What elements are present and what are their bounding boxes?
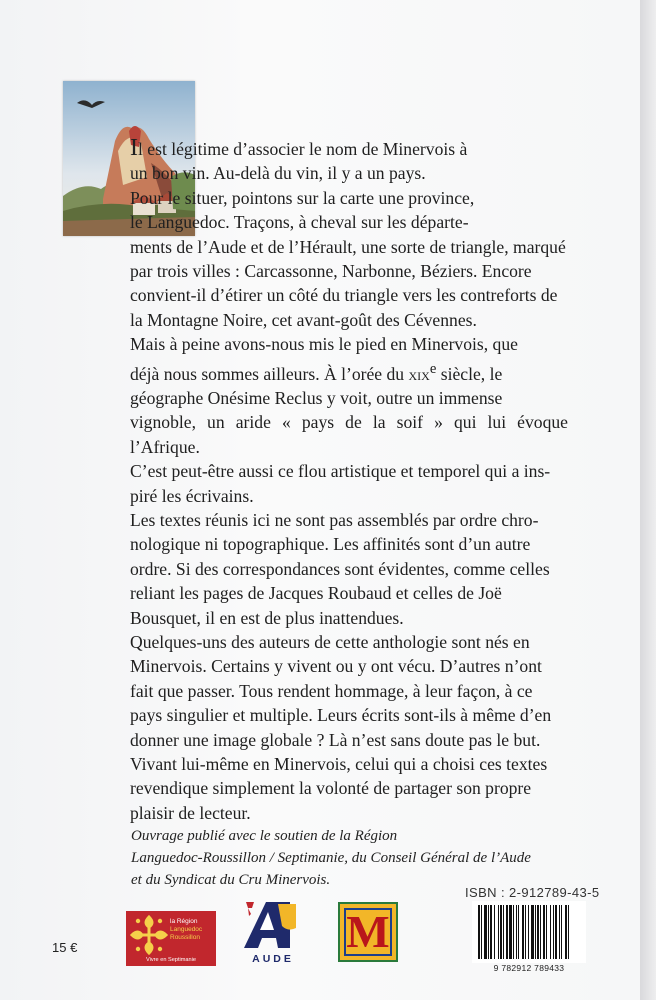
barcode-bar bbox=[516, 905, 517, 959]
barcode-bar bbox=[481, 905, 482, 959]
occitan-cross-icon bbox=[129, 913, 169, 957]
text-line: le Languedoc. Traçons, à cheval sur les départe- bbox=[130, 212, 469, 233]
barcode-bar bbox=[555, 905, 557, 959]
text-line: un bon vin. Au-delà du vin, il y a un pays. bbox=[130, 163, 426, 184]
barcode-bar bbox=[488, 905, 489, 959]
aude-logo-text: AUDE bbox=[252, 953, 294, 965]
barcode-bar bbox=[546, 905, 547, 959]
text-line: par trois villes : Carcassonne, Narbonne, Béziers. Encore bbox=[130, 261, 532, 282]
text-line: C’est peut-être aussi ce flou artistique et temporel qui a ins- bbox=[130, 461, 551, 482]
barcode-bar bbox=[550, 905, 551, 959]
text-line: fait que passer. Tous rendent hommage, à leur façon, à ce bbox=[130, 680, 533, 701]
text-line: Les textes réunis ici ne sont pas assemblés par ordre chro- bbox=[130, 509, 539, 530]
text-line: pays singulier et multiple. Leurs écrits sont-ils à même d’en bbox=[130, 705, 552, 726]
region-logo-tagline: Vivre en Septimanie bbox=[146, 957, 196, 963]
barcode-bar bbox=[484, 905, 487, 959]
text-segment: déjà nous sommes ailleurs. À l’orée du bbox=[130, 363, 409, 384]
barcode-bar bbox=[503, 905, 504, 959]
barcode-bar bbox=[522, 905, 524, 959]
barcode-bar bbox=[498, 905, 499, 959]
text-line bbox=[130, 360, 503, 384]
century-superscript: e bbox=[429, 360, 437, 377]
region-logo-line: la Région bbox=[170, 918, 198, 925]
barcode-bars bbox=[472, 901, 586, 963]
barcode-bar bbox=[525, 905, 526, 959]
text-line: Minervois. Certains y vivent ou y ont vécu. D’autres n’ont bbox=[130, 656, 542, 677]
paragraph-6 bbox=[130, 752, 568, 825]
credit-line: et du Syndicat du Cru Minervois. bbox=[131, 872, 331, 888]
text-line: Mais à peine avons-nous mis le pied en Minervois, que bbox=[130, 334, 518, 355]
text-line: nologique ni topographique. Les affinités sont d’un autre bbox=[130, 534, 531, 555]
paragraph-5 bbox=[130, 630, 568, 752]
barcode-bar bbox=[543, 905, 545, 959]
credit-line: Ouvrage publié avec le soutien de la Région bbox=[131, 828, 398, 844]
barcode-bar bbox=[568, 905, 569, 959]
publication-credit bbox=[131, 825, 571, 891]
paragraph-2 bbox=[130, 186, 568, 332]
text-line: ments de l’Aude et de l’Hérault, une sorte de triangle, marqué bbox=[130, 236, 566, 257]
text-line: ordre. Si des correspondances sont évidentes, comme celles bbox=[130, 558, 550, 579]
barcode-bar bbox=[490, 905, 492, 959]
text-line: reliant les pages de Jacques Roubaud et celles de Joë bbox=[130, 583, 502, 604]
barcode-bar bbox=[513, 905, 514, 959]
text-line: Bousquet, il en est de plus inattendues. bbox=[130, 607, 404, 628]
price-label: 15 € bbox=[52, 940, 78, 955]
minervois-logo-letter: M bbox=[346, 906, 390, 957]
paragraph-3 bbox=[130, 332, 568, 508]
text-segment: siècle, le bbox=[436, 363, 503, 384]
page-edge bbox=[640, 0, 656, 1000]
text-line: Il est légitime d’associer le nom de Minervois à bbox=[130, 135, 468, 161]
credit-line: Languedoc-Roussillon / Septimanie, du Conseil Général de l’Aude bbox=[131, 850, 531, 866]
text-line: géographe Onésime Reclus y voit, outre un immense bbox=[130, 387, 503, 408]
barcode-bar bbox=[500, 905, 502, 959]
text-line: Vivant lui-même en Minervois, celui qui a choisi ces textes bbox=[130, 754, 548, 775]
barcode-bar bbox=[518, 905, 519, 959]
barcode-bar bbox=[506, 905, 508, 959]
region-languedoc-roussillon-logo bbox=[126, 911, 216, 966]
barcode-number: 9 782912 789433 bbox=[493, 963, 565, 973]
text-line: la Montagne Noire, cet avant-goût des Cévennes. bbox=[130, 309, 477, 330]
main-text bbox=[130, 136, 568, 825]
text-line: Pour le situer, pointons sur la carte une province, bbox=[130, 187, 475, 208]
isbn-label: ISBN : 2-912789-43-5 bbox=[465, 885, 600, 900]
text-line: vignoble, un aride « pays de la soif » qui lui évoque l’Afrique. bbox=[130, 412, 568, 457]
barcode-bar bbox=[561, 905, 562, 959]
barcode-bar bbox=[509, 905, 512, 959]
text-line: Quelques-uns des auteurs de cette anthologie sont nés en bbox=[130, 631, 530, 652]
barcode bbox=[472, 901, 586, 963]
century-numeral: xix bbox=[408, 363, 430, 384]
barcode-bar bbox=[528, 905, 529, 959]
text-line: convient-il d’étirer un côté du triangle vers les contreforts de bbox=[130, 285, 558, 306]
barcode-bar bbox=[559, 905, 560, 959]
barcode-bar bbox=[553, 905, 554, 959]
text-line: donner une image globale ? Là n’est sans doute pas le but. bbox=[130, 729, 541, 750]
region-logo-line: Languedoc bbox=[170, 926, 203, 933]
paragraph-4 bbox=[130, 508, 568, 630]
barcode-bar bbox=[565, 905, 567, 959]
barcode-bar bbox=[540, 905, 541, 959]
text-line: piré les écrivains. bbox=[130, 485, 254, 506]
region-logo-line: Roussillon bbox=[170, 934, 200, 941]
paragraph-1 bbox=[130, 136, 568, 186]
barcode-bar bbox=[494, 905, 495, 959]
barcode-bar bbox=[535, 905, 536, 959]
minervois-logo bbox=[338, 902, 398, 962]
barcode-bar bbox=[537, 905, 539, 959]
barcode-bar bbox=[531, 905, 534, 959]
text-line: plaisir de lecteur. bbox=[130, 802, 251, 823]
barcode-bar bbox=[478, 905, 480, 959]
text-line: revendique simplement la volonté de partager son propre bbox=[130, 778, 532, 799]
